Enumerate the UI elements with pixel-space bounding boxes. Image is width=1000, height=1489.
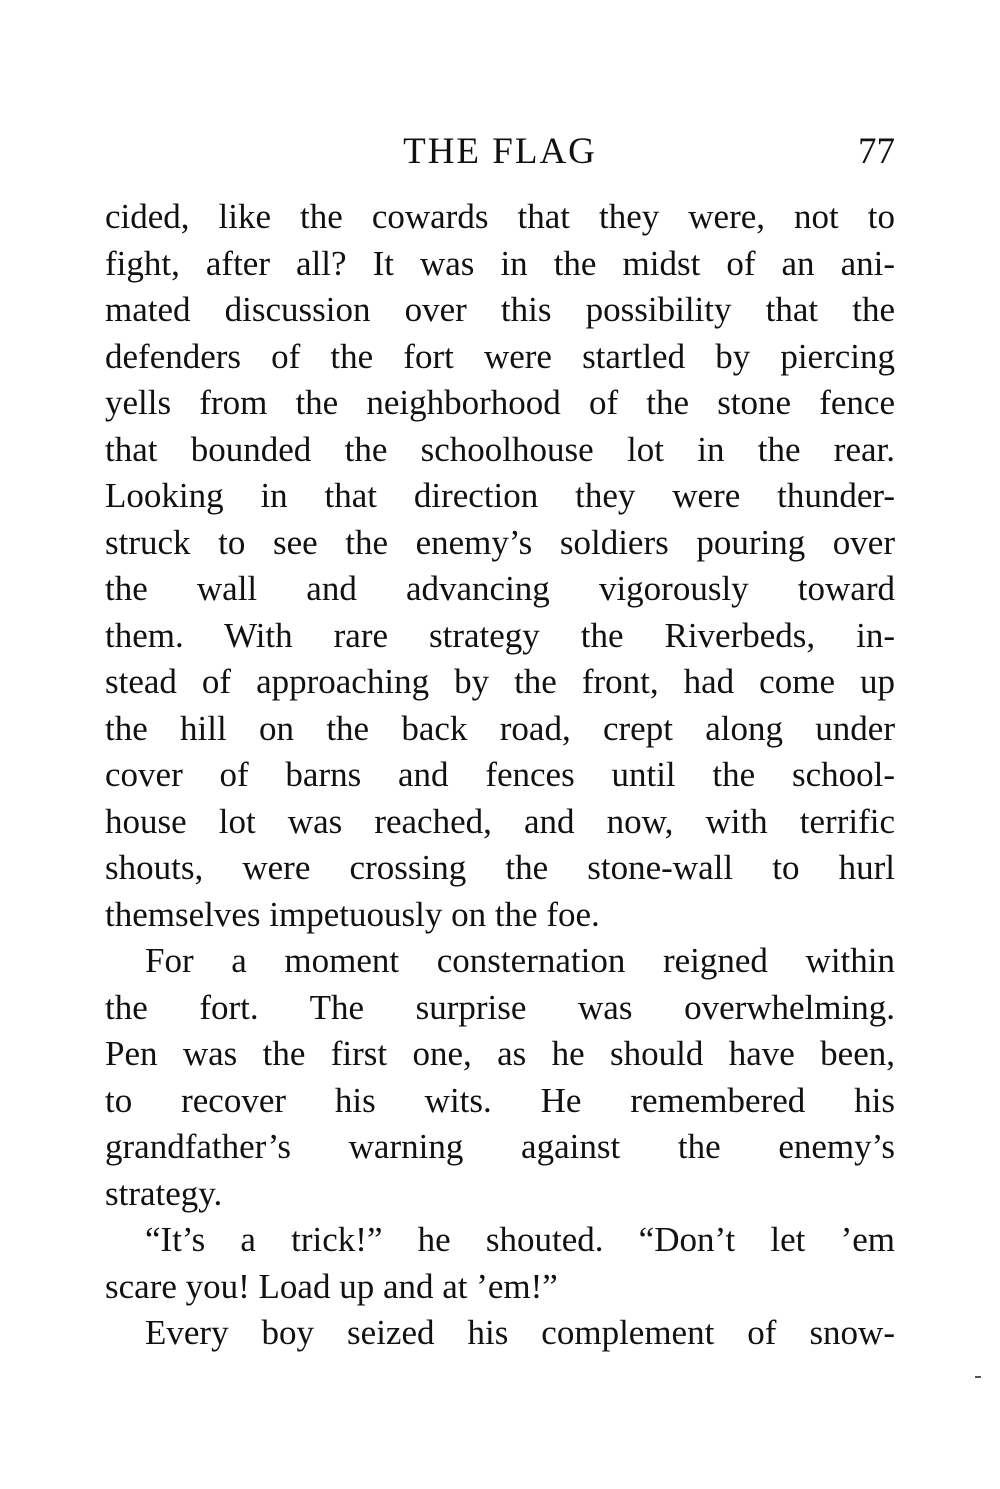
text-line: house lot was reached, and now, with terrific [105,801,895,841]
margin-mark [975,1376,981,1378]
text-line: Pen was the first one, as he should have been, [105,1034,895,1073]
page-header [105,128,895,178]
text-line: shouts, were crossing the stone-wall to hurl [105,848,895,887]
text-line: themselves impetuously on the foe. [105,894,600,934]
text-line: mated discussion over this possibility that the [105,290,895,329]
text-line: the fort. The surprise was overwhelming. [105,987,895,1027]
text-line: stead of approaching by the front, had come up [105,662,895,701]
text-line: “It’s a trick!” he shouted. “Don’t let ’em [145,1220,895,1259]
text-line: the hill on the back road, crept along under [105,708,895,748]
text-line: cided, like the cowards that they were, not to [105,197,895,236]
running-title: THE FLAG [403,131,597,172]
text-line: grandfather’s warning against the enemy’s [105,1127,895,1166]
page-number: 77 [858,131,895,172]
text-line: defenders of the fort were startled by piercing [105,336,895,376]
text-line: scare you! Load up and at ’em!” [105,1266,558,1306]
text-line: Looking in that direction they were thunder- [105,476,895,515]
text-line: For a moment consternation reigned within [145,941,895,980]
text-line: cover of barns and fences until the school- [105,755,895,794]
text-line: fight, after all? It was in the midst of an ani- [105,243,895,283]
text-line: the wall and advancing vigorously toward [105,569,895,608]
text-line: that bounded the schoolhouse lot in the rear. [105,429,895,469]
text-line: to recover his wits. He remembered his [105,1080,895,1120]
text-line: struck to see the enemy’s soldiers pouring over [105,522,895,562]
body-text [105,194,895,1357]
text-line: strategy. [105,1173,223,1213]
text-line: Every boy seized his complement of snow- [145,1313,895,1352]
text-line: them. With rare strategy the Riverbeds, in- [105,615,895,655]
text-line: yells from the neighborhood of the stone fence [105,383,895,422]
